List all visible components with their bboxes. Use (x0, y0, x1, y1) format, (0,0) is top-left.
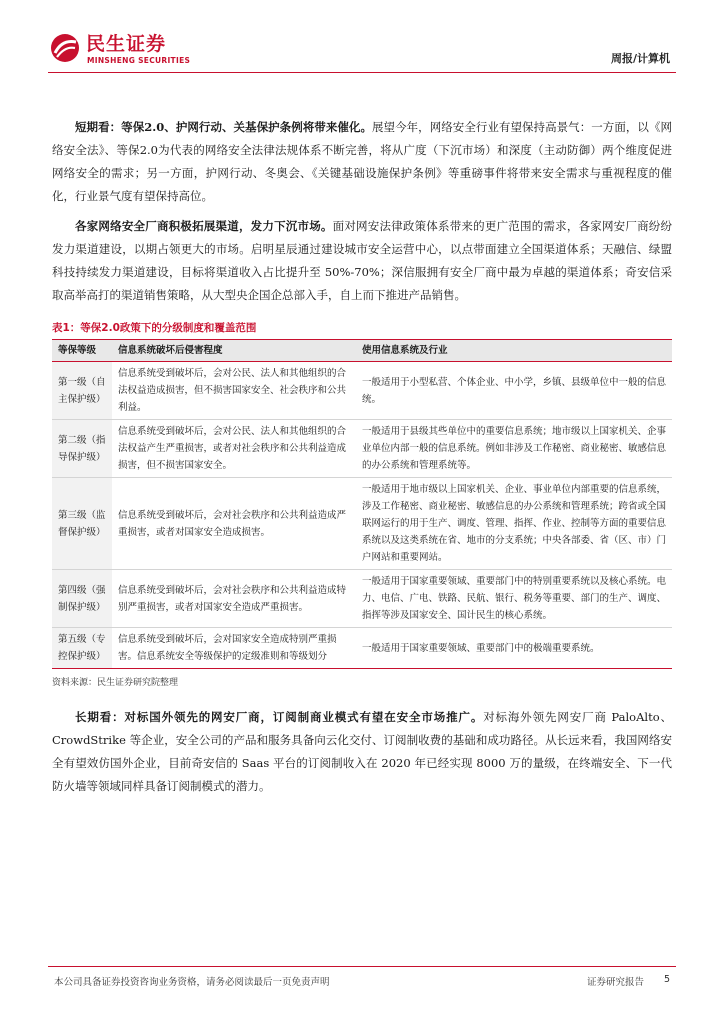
paragraph-lead: 短期看：等保2.0、护网行动、关基保护条例将带来催化。 (75, 120, 372, 134)
scope-cell: 一般适用于国家重要领域、重要部门中的特别重要系统以及核心系统。电力、电信、广电、铁路、民航、银行、税务等重要、部门的生产、调度、指挥等涉及国家安全、国计民生的核心系统。 (356, 570, 672, 628)
main-content (52, 116, 672, 805)
paragraph-body: 展望今年，网络安全行业有望保持高景气：一方面，以《网络安全法》、等保2.0为代表的网络安全法律法规体系不断完善，将从广度（下沉市场）和深度（主动防御）两个维度促进网络安全的需求；另一方面，护网行动、冬奥会、《关键基础设施保护条例》等重磅事件将带来安全需求与重视程度的催化，行业景气度有望保持高位。 (52, 120, 672, 203)
harm-cell: 信息系统受到破坏后，会对社会秩序和公共利益造成严重损害，或者对国家安全造成损害。 (112, 478, 356, 570)
scope-cell: 一般适用于国家重要领域、重要部门中的极端重要系统。 (356, 628, 672, 669)
table-row (52, 420, 672, 478)
table-row (52, 628, 672, 669)
column-header-scope: 使用信息系统及行业 (356, 340, 672, 362)
harm-cell: 信息系统受到破坏后，会对公民、法人和其他组织的合法权益产生严重损害，或者对社会秩序和公共利益造成损害，但不损害国家安全。 (112, 420, 356, 478)
footer-disclaimer: 本公司具备证券投资咨询业务资格，请务必阅读最后一页免责声明 (54, 977, 330, 988)
table-source-note: 资料来源：民生证券研究院整理 (52, 678, 179, 688)
level-cell: 第四级（强制保护级） (52, 570, 112, 628)
column-header-harm: 信息系统破坏后侵害程度 (112, 340, 356, 362)
paragraph-lead: 各家网络安全厂商积极拓展渠道，发力下沉市场。 (75, 219, 333, 233)
footer-divider (48, 966, 676, 967)
protection-level-table (52, 339, 672, 669)
table-header-row (52, 340, 672, 362)
level-cell: 第一级（自主保护级） (52, 362, 112, 420)
footer-document-type: 证券研究报告 (586, 977, 644, 988)
scope-cell: 一般适用于县级其些单位中的重要信息系统；地市级以上国家机关、企事业单位内部一般的信息系统。例如非涉及工作秘密、商业秘密、敏感信息的办公系统和管理系统等。 (356, 420, 672, 478)
report-category: 周报/计算机 (610, 52, 670, 65)
column-header-level: 等保等级 (52, 340, 112, 362)
harm-cell: 信息系统受到破坏后，会对社会秩序和公共利益造成特别严重损害，或者对国家安全造成严重损害。 (112, 570, 356, 628)
paragraph-body: 对标海外领先网安厂商 PaloAlto、CrowdStrike 等企业，安全公司的产品和服务具备向云化交付、订阅制收费的基础和成功路径。从长远来看，我国网络安全有望效仿国外企业，目前奇安信的 Saas 平台的订阅制收入在 2020 年已经实现 8000 万的量级，在终端安全、下一代防火墙等领域同样具备订阅制模式的潜力。 (52, 710, 672, 793)
harm-cell: 信息系统受到破坏后，会对公民、法人和其他组织的合法权益造成损害，但不损害国家安全、社会秩序和公共利益。 (112, 362, 356, 420)
level-cell: 第五级（专控保护级） (52, 628, 112, 669)
page-number: 5 (663, 974, 670, 985)
minsheng-logo-icon (50, 33, 80, 63)
table-row (52, 362, 672, 420)
table-row (52, 478, 672, 570)
paragraph-short-term (52, 116, 672, 208)
header-divider (48, 72, 676, 73)
paragraph-channels (52, 215, 672, 307)
page-header (0, 0, 724, 80)
level-cell: 第三级（监督保护级） (52, 478, 112, 570)
level-cell: 第二级（指导保护级） (52, 420, 112, 478)
paragraph-lead: 长期看：对标国外领先的网安厂商，订阅制商业模式有望在安全市场推广。 (75, 710, 484, 724)
harm-cell: 信息系统受到破坏后，会对国家安全造成特别严重损害。信息系统安全等级保护的定级准则和等级划分 (112, 628, 356, 669)
table-row (52, 570, 672, 628)
brand-name-en: MINSHENG SECURITIES (87, 56, 191, 65)
scope-cell: 一般适用于小型私营、个体企业、中小学，乡镇、县级单位中一般的信息统。 (356, 362, 672, 420)
brand-name-cn: 民生证券 (86, 33, 167, 55)
paragraph-long-term (52, 706, 672, 798)
table-title: 表1：等保2.0政策下的分级制度和覆盖范围 (52, 322, 257, 334)
paragraph-body: 面对网安法律政策体系带来的更广范围的需求，各家网安厂商纷纷发力渠道建设，以期占领更大的市场。启明星辰通过建设城市安全运营中心，以点带面建立全国渠道体系；天融信、绿盟科技持续发力渠道建设，目标将渠道收入占比提升至 50%-70%；深信服拥有安全厂商中最为卓越的渠道体系；奇安信采取高举高打的渠道销售策略，从大型央企国企总部入手，自上而下推进产品销售。 (52, 219, 673, 302)
scope-cell: 一般适用于地市级以上国家机关、企业、事业单位内部重要的信息系统，涉及工作秘密、商业秘密、敏感信息的办公系统和管理系统；跨省或全国联网运行的用于生产、调度、管理、指挥、作业、控制等方面的重要信息系统以及这类系统在省、地市的分支系统；中央各部委、省（区、市）门户网站和重要网站。 (356, 478, 672, 570)
